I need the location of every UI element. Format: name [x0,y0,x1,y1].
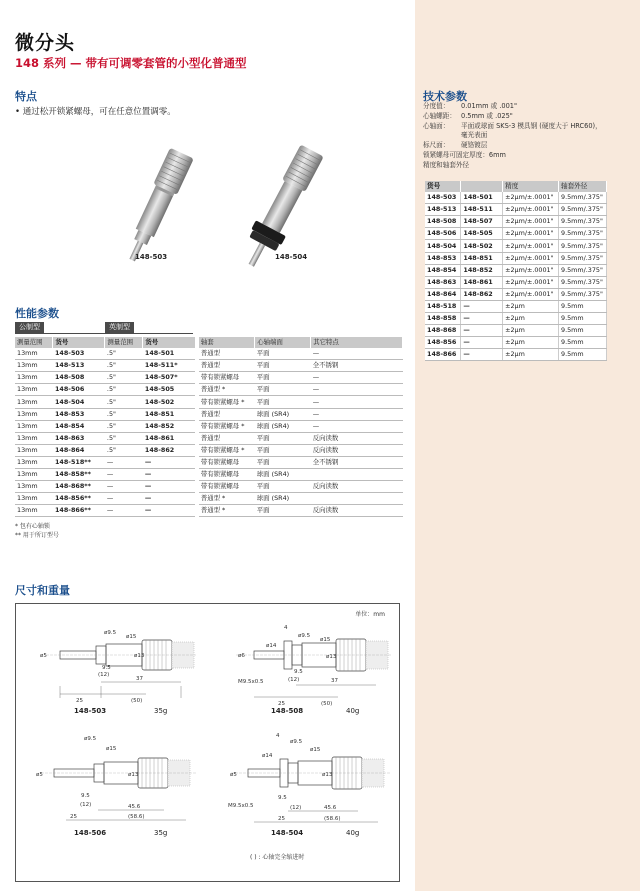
tech-cell: 148-861 [461,276,503,288]
tech-spec-row [423,131,602,141]
performance-cell: 13mm [15,444,53,456]
tech-cell: 148-856 [425,337,461,349]
tech-spec-row [423,161,602,171]
tech-spec-row [423,151,602,161]
performance-row [15,444,403,456]
performance-header-cell: 其它特点 [311,337,403,348]
dim-9-5: 9.5 [102,665,111,671]
performance-cell: 148-868** [53,481,105,493]
caption-148-503: 148-503 [74,707,107,715]
performance-header-cell: 轴套 [197,337,255,348]
tech-cell: 148-854 [425,264,461,276]
product-photo-148-504 [215,140,345,290]
performance-cell: .5" [105,372,143,384]
performance-cell: 普通型 * [197,384,255,396]
performance-cell: 平面 [255,360,311,372]
dim-12-b: (12) [288,677,300,683]
dim-d5-d: ø5 [230,772,237,778]
performance-cell: 球面 (SR4) [255,493,311,505]
tech-cell: 148-862 [461,288,503,300]
tech-header-cell: 货号 [425,181,461,192]
performance-cell: 普通型 [197,432,255,444]
tech-cell: 9.5mm [559,300,607,312]
caption-148-504: 148-504 [271,829,304,837]
tech-spec-row [423,122,602,132]
tech-cell: 148-508 [425,216,461,228]
tech-body [425,192,607,361]
tech-cell: 148-511 [461,204,503,216]
unit-label: 单位：mm [355,611,385,618]
performance-cell: — [311,396,403,408]
performance-cell: 148-852 [143,420,197,432]
performance-cell: 13mm [15,348,53,360]
dim-d9-5-c: ø9.5 [84,736,97,742]
tech-spec-row [423,112,602,122]
performance-cell: 148-861 [143,432,197,444]
performance-cell: 带有锁紧螺母 * [197,444,255,456]
dim-9-5-b: 9.5 [294,669,303,675]
tech-row [425,216,607,228]
performance-row [15,505,403,517]
performance-row [15,456,403,468]
performance-cell: 带有锁紧螺母 * [197,420,255,432]
features-heading: 特点 [15,90,37,103]
performance-cell: 全不锈钢 [311,456,403,468]
tech-row [425,300,607,312]
performance-cell: 148-506 [53,384,105,396]
tech-spec-key: 心轴螺距： [423,111,456,120]
performance-cell: .5" [105,348,143,360]
weight-148-504: 40g [346,829,360,837]
dim-d13-b: ø13 [326,654,337,660]
performance-header-cell: 货号 [143,337,197,348]
dim-58-6-d: (58.6) [324,816,341,822]
tech-row [425,192,607,204]
tech-cell: — [461,325,503,337]
performance-cell: .5" [105,432,143,444]
performance-cell: — [143,456,197,468]
performance-cell: 13mm [15,469,53,481]
performance-cell: — [143,505,197,517]
tech-cell: 148-503 [425,192,461,204]
performance-cell [311,493,403,505]
performance-table [15,337,403,517]
performance-cell: 普通型 * [197,493,255,505]
tech-cell: 9.5mm/.375" [559,204,607,216]
performance-cell: 13mm [15,420,53,432]
tech-cell: ±2μm/±.0001" [503,252,559,264]
metric-tag-underline [15,333,105,334]
performance-cell: 带有锁紧螺母 [197,372,255,384]
performance-cell: — [105,481,143,493]
dim-d15: ø15 [126,634,137,640]
tech-cell: ±2μm [503,349,559,361]
tech-cell: 148-864 [425,288,461,300]
page-title: 微分头 [15,32,76,54]
caption-148-506: 148-506 [74,829,107,837]
dim-12: (12) [98,672,110,678]
tech-header-row [425,181,607,192]
weight-148-506: 35g [154,829,168,837]
dim-37-b: 37 [331,678,338,684]
tech-spec-key: 心轴面： [423,121,450,130]
tech-cell: ±2μm/±.0001" [503,240,559,252]
performance-cell: 148-851 [143,408,197,420]
inch-tag: 英制型 [105,322,134,333]
performance-cell: 148-503 [53,348,105,360]
tech-spec-row [423,102,602,112]
tech-cell: 9.5mm [559,337,607,349]
dim-d9-5-b: ø9.5 [298,633,311,639]
dim-25-c: 25 [70,814,77,820]
tech-spec-value: 精度和轴套外径 [423,160,470,169]
dim-45-6-d: 45.6 [324,805,337,811]
tech-cell: 9.5mm/.375" [559,228,607,240]
tech-spec-value: 平面或球面 SKS-3 模具钢 (硬度大于 HRC60)， [461,121,602,130]
weight-148-508: 40g [346,707,360,715]
tech-row [425,228,607,240]
features-text: • 通过松开锁紧螺母，可在任意位置调零。 [15,107,176,117]
tech-spec-value: 毫光表面 [461,131,488,140]
dim-d13: ø13 [134,653,145,659]
tech-cell: 148-852 [461,264,503,276]
performance-cell: 反向读数 [311,444,403,456]
tech-spec-value: 0.5mm 或 .025" [461,111,513,120]
performance-header-cell: 货号 [53,337,105,348]
performance-note-2: ** 用于所订型号 [15,532,59,539]
dim-50-b: (50) [321,701,333,707]
tech-row [425,252,607,264]
performance-cell: 平面 [255,505,311,517]
dim-4-d: 4 [276,733,280,739]
tech-spec-key [423,131,461,141]
performance-cell: 148-853 [53,408,105,420]
page-subtitle: 148 系列 — 带有可调零套管的小型化普通型 [15,56,247,70]
tech-cell: 9.5mm/.375" [559,252,607,264]
tech-spec-row [423,141,602,151]
performance-cell: 带有锁紧螺母 [197,469,255,481]
performance-cell: 普通型 [197,348,255,360]
dim-m9: M9.5x0.5 [238,679,264,685]
performance-cell: .5" [105,408,143,420]
performance-cell: 148-854 [53,420,105,432]
performance-body [15,348,403,517]
performance-cell: 13mm [15,384,53,396]
performance-header-row [15,337,403,348]
performance-cell: 平面 [255,372,311,384]
performance-cell: 13mm [15,456,53,468]
performance-cell: 平面 [255,348,311,360]
dim-4: 4 [284,625,288,631]
performance-row [15,372,403,384]
tech-cell: 148-518 [425,300,461,312]
tech-cell: 148-502 [461,240,503,252]
tech-spec-value: 锁紧螺母可固定厚度：6mm [423,150,506,159]
tech-cell: ±2μm/±.0001" [503,264,559,276]
tech-cell: 9.5mm/.375" [559,288,607,300]
dim-m9-d: M9.5x0.5 [228,803,254,809]
tech-cell: — [461,300,503,312]
performance-cell: 平面 [255,432,311,444]
performance-cell: 148-862 [143,444,197,456]
performance-cell: 反向读数 [311,432,403,444]
performance-note-1: * 包有心轴锁 [15,523,50,530]
performance-row [15,408,403,420]
performance-heading: 性能参数 [15,307,59,320]
dim-9-5-d: 9.5 [278,795,287,801]
performance-cell: — [311,420,403,432]
tech-spec-value: 0.01mm 或 .001" [461,102,518,110]
dimensions-footnote: ( ) : 心轴完全缩进时 [250,854,305,861]
performance-cell: — [105,505,143,517]
dim-d15-b: ø15 [320,637,331,643]
performance-cell: 13mm [15,360,53,372]
tech-cell: 148-858 [425,313,461,325]
dim-45-6: 45.6 [128,804,141,810]
performance-cell: 148-511* [143,360,197,372]
tech-cell: — [461,313,503,325]
tech-cell: 148-504 [425,240,461,252]
performance-cell: 13mm [15,396,53,408]
performance-cell [311,469,403,481]
tech-cell: 148-868 [425,325,461,337]
tech-cell: 148-507 [461,216,503,228]
performance-cell: 带有锁紧螺母 [197,481,255,493]
drawing-148-506 [36,734,201,829]
performance-cell: — [143,493,197,505]
performance-cell: 148-856** [53,493,105,505]
performance-cell: 148-507* [143,372,197,384]
dim-37: 37 [136,676,143,682]
performance-cell: 148-858** [53,469,105,481]
dim-d13-d: ø13 [322,772,333,778]
dim-50: (50) [131,698,143,704]
tech-cell: 148-866 [425,349,461,361]
tech-row [425,288,607,300]
tech-cell: ±2μm/±.0001" [503,228,559,240]
performance-cell: 13mm [15,372,53,384]
tech-header-cell [461,181,503,192]
tech-cell: 148-863 [425,276,461,288]
tech-cell: 9.5mm [559,313,607,325]
dim-d5: ø5 [40,653,47,659]
performance-cell: 148-863 [53,432,105,444]
performance-cell: 平面 [255,396,311,408]
weight-148-503: 35g [154,707,168,715]
dim-d9-5: ø9.5 [104,630,117,636]
tech-row [425,276,607,288]
tech-row [425,264,607,276]
tech-spec-key: 标尺面： [423,141,450,150]
performance-cell: 148-501 [143,348,197,360]
tech-cell: 9.5mm [559,325,607,337]
dim-25-b: 25 [278,701,285,707]
tech-header-cell: 精度 [503,181,559,192]
inch-tag-underline [105,333,193,334]
dim-d14: ø14 [266,643,277,649]
performance-cell: 13mm [15,493,53,505]
performance-header-cell: 测量范围 [15,337,53,348]
product-photo-148-503 [90,140,220,290]
performance-cell: 13mm [15,432,53,444]
tech-header-cell: 轴套外径 [559,181,607,192]
performance-cell: .5" [105,444,143,456]
performance-cell: 148-504 [53,396,105,408]
tech-cell: — [461,337,503,349]
tech-cell: ±2μm/±.0001" [503,276,559,288]
performance-cell: 反向读数 [311,505,403,517]
dim-d14-d: ø14 [262,753,273,759]
performance-cell: 带有锁紧螺母 [197,456,255,468]
tech-cell: — [461,349,503,361]
tech-cell: ±2μm/±.0001" [503,216,559,228]
tech-row [425,204,607,216]
performance-cell: 13mm [15,481,53,493]
tech-cell: ±2μm [503,325,559,337]
tech-cell: 9.5mm/.375" [559,216,607,228]
performance-cell: 带有锁紧螺母 * [197,396,255,408]
performance-cell: 148-513 [53,360,105,372]
performance-cell: 148-518** [53,456,105,468]
tech-cell: ±2μm/±.0001" [503,204,559,216]
dim-25-d: 25 [278,816,285,822]
tech-cell: ±2μm [503,300,559,312]
caption-148-508: 148-508 [271,707,304,715]
photo-label-left: 148-503 [135,253,168,261]
tech-cell: ±2μm [503,337,559,349]
performance-cell: 普通型 * [197,505,255,517]
performance-cell: 13mm [15,505,53,517]
dim-d5-c: ø5 [36,772,43,778]
performance-cell: 148-864 [53,444,105,456]
performance-cell: — [143,481,197,493]
tech-cell: ±2μm/±.0001" [503,288,559,300]
tech-cell: 148-513 [425,204,461,216]
dim-9-5-c: 9.5 [81,793,90,799]
tech-cell: 148-506 [425,228,461,240]
tech-row [425,349,607,361]
performance-cell: — [105,469,143,481]
performance-cell: .5" [105,360,143,372]
tech-cell: 9.5mm [559,349,607,361]
tech-row [425,325,607,337]
performance-row [15,396,403,408]
tech-cell: 9.5mm/.375" [559,264,607,276]
tech-cell: 148-853 [425,252,461,264]
performance-cell: 全不锈钢 [311,360,403,372]
dim-d15-c: ø15 [106,746,117,752]
performance-cell: 平面 [255,444,311,456]
tech-cell: 148-501 [461,192,503,204]
performance-cell: — [105,456,143,468]
metric-tag: 公制型 [15,322,44,333]
performance-cell: 13mm [15,408,53,420]
tech-heading: 技术参数 [423,90,467,103]
performance-cell: .5" [105,420,143,432]
performance-cell: 平面 [255,481,311,493]
photo-label-right: 148-504 [275,253,308,261]
drawing-148-504 [226,729,396,829]
performance-row [15,384,403,396]
drawing-148-508 [226,619,396,709]
performance-cell: .5" [105,384,143,396]
performance-cell: — [311,384,403,396]
performance-cell: 148-502 [143,396,197,408]
performance-cell: .5" [105,396,143,408]
dim-58-6: (58.6) [128,814,145,820]
tech-cell: 9.5mm/.375" [559,276,607,288]
performance-cell: 反向读数 [311,481,403,493]
tech-spec-key: 分度值： [423,102,450,110]
tech-cell: ±2μm [503,313,559,325]
performance-cell: — [311,348,403,360]
performance-cell: 球面 (SR4) [255,408,311,420]
dimensions-box [15,603,400,882]
performance-cell: — [311,408,403,420]
tech-row [425,313,607,325]
performance-cell: — [311,372,403,384]
tech-cell: 148-505 [461,228,503,240]
performance-cell: — [105,493,143,505]
dim-d9-5-d: ø9.5 [290,739,303,745]
performance-row [15,348,403,360]
performance-row [15,432,403,444]
performance-cell: — [143,469,197,481]
performance-row [15,360,403,372]
performance-header-cell: 测量范围 [105,337,143,348]
performance-cell: 148-505 [143,384,197,396]
performance-cell: 普通型 [197,408,255,420]
performance-cell: 平面 [255,384,311,396]
performance-cell: 球面 (SR4) [255,469,311,481]
tech-row [425,240,607,252]
performance-cell: 平面 [255,456,311,468]
tech-row [425,337,607,349]
tech-spec-value: 硬铬镀层 [461,141,488,150]
dim-d13-c: ø13 [128,772,139,778]
performance-header-cell: 心轴端面 [255,337,311,348]
performance-cell: 球面 (SR4) [255,420,311,432]
dim-d6: ø6 [238,653,245,659]
tech-cell: 9.5mm/.375" [559,192,607,204]
tech-cell: 9.5mm/.375" [559,240,607,252]
performance-cell: 148-866** [53,505,105,517]
performance-cell: 普通型 [197,360,255,372]
dim-12-d: (12) [290,805,302,811]
dim-12-c: (12) [80,802,92,808]
performance-row [15,493,403,505]
performance-row [15,420,403,432]
performance-row [15,469,403,481]
dimensions-heading: 尺寸和重量 [15,584,70,597]
tech-cell: 148-851 [461,252,503,264]
performance-cell: 148-508 [53,372,105,384]
drawing-148-503 [36,624,201,709]
tech-cell: ±2μm/±.0001" [503,192,559,204]
tech-spec-list [423,102,602,171]
dim-d15-d: ø15 [310,747,321,753]
dim-25: 25 [76,698,83,704]
tech-table [425,181,607,361]
performance-row [15,481,403,493]
